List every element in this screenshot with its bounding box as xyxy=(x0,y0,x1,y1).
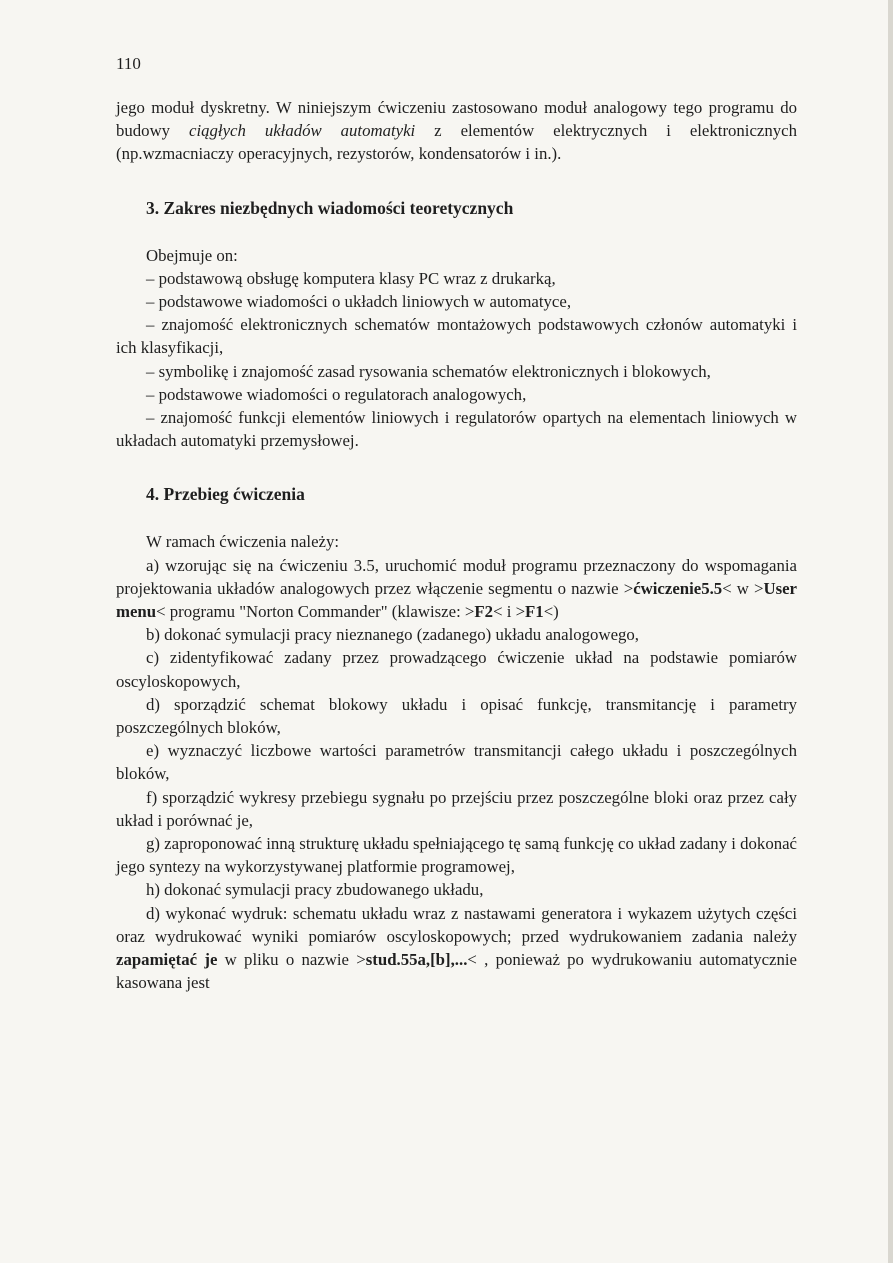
section-3-heading: 3. Zakres niezbędnych wiadomości teoretycznych xyxy=(146,197,514,218)
section-4-list xyxy=(116,554,797,995)
list-item: – podstawowe wiadomości o układch liniowych w automatyce, xyxy=(146,292,572,312)
intro-paragraph xyxy=(116,96,797,166)
list-item: f) sporządzić wykresy przebiegu sygnału po przejściu przez poszczególne bloki oraz przez cały układ i porównać je, xyxy=(116,787,797,830)
intro-text-1: jego moduł dyskretny. W niniejszym ćwiczeniu zastosowano moduł analogowy tego programu do budowy xyxy=(116,98,797,141)
segment-name: ćwiczenie5.5 xyxy=(633,578,723,598)
scan-edge xyxy=(888,0,893,1263)
list-item: – podstawowe wiadomości o regulatorach analogowych, xyxy=(146,384,527,404)
list-item: – znajomość funkcji elementów liniowych i regulatorów opartych na elementach liniowych w układach automatyki przemysłowej. xyxy=(116,408,797,451)
section-3-lead: Obejmuje on: xyxy=(146,245,238,265)
list-item: e) wyznaczyć liczbowe wartości parametrów transmitancji całego układu i poszczególnych bloków, xyxy=(116,741,797,784)
list-item: – podstawową obsługę komputera klasy PC wraz z drukarką, xyxy=(146,268,556,288)
list-item-last xyxy=(116,902,797,995)
text: a) wzorując się na ćwiczeniu 3.5, uruchomić moduł programu przeznaczony do wspomagania projektowania układów analogowych przez włączenie segmentu o nazwie > xyxy=(116,555,797,598)
intro-text-2: z elementów elektrycznych i elektronicznych (np.wzmacniaczy operacyjnych, rezystorów, kondensatorów i in.). xyxy=(116,121,797,164)
text: d) wykonać wydruk: schematu układu wraz z nastawami generatora i wykazem użytych części oraz wydrukować wyniki pomiarów oscyloskopowych; przed wydrukowaniem zadania należy xyxy=(116,903,797,946)
text: < , ponieważ po wydrukowaniu automatycznie kasowana jest xyxy=(116,950,798,993)
intro-italic: ciągłych układów automatyki xyxy=(189,121,416,141)
list-item: g) zaproponować inną strukturę układu spełniającego tę samą funkcję co układ zadany i dokonać jego syntezy na wykorzystywanej platformie programowej, xyxy=(116,834,797,877)
list-item: – symbolikę i znajomość zasad rysowania schematów elektronicznych i blokowych, xyxy=(146,361,711,381)
text: w pliku o nazwie > xyxy=(217,950,366,970)
section-4-heading: 4. Przebieg ćwiczenia xyxy=(146,484,305,505)
text: < w > xyxy=(722,578,764,598)
list-item: h) dokonać symulacji pracy zbudowanego układu, xyxy=(146,880,484,900)
list-item-a xyxy=(116,554,797,624)
emphasis: zapamiętać je xyxy=(116,950,218,970)
text: < i > xyxy=(493,602,526,622)
text: <) xyxy=(543,602,559,622)
menu-name: User menu xyxy=(116,578,797,622)
key-f1: F1 xyxy=(525,602,544,622)
list-item: b) dokonać symulacji pracy nieznanego (zadanego) układu analogowego, xyxy=(146,625,639,645)
page-number: 110 xyxy=(116,54,141,73)
text: < programu "Norton Commander" (klawisze: > xyxy=(156,602,475,622)
list-item: d) sporządzić schemat blokowy układu i opisać funkcję, transmitancję i parametry poszczególnych bloków, xyxy=(116,694,797,738)
section-3-list xyxy=(116,267,797,453)
section-4-lead: W ramach ćwiczenia należy: xyxy=(146,532,340,552)
file-name: stud.55a,[b],... xyxy=(365,950,468,970)
key-f2: F2 xyxy=(474,602,494,622)
list-item: c) zidentyfikować zadany przez prowadzącego ćwiczenie układ na podstawie pomiarów oscyloskopowych, xyxy=(116,648,797,691)
list-item: – znajomość elektronicznych schematów montażowych podstawowych członów automatyki i ich klasyfikacji, xyxy=(116,315,797,358)
